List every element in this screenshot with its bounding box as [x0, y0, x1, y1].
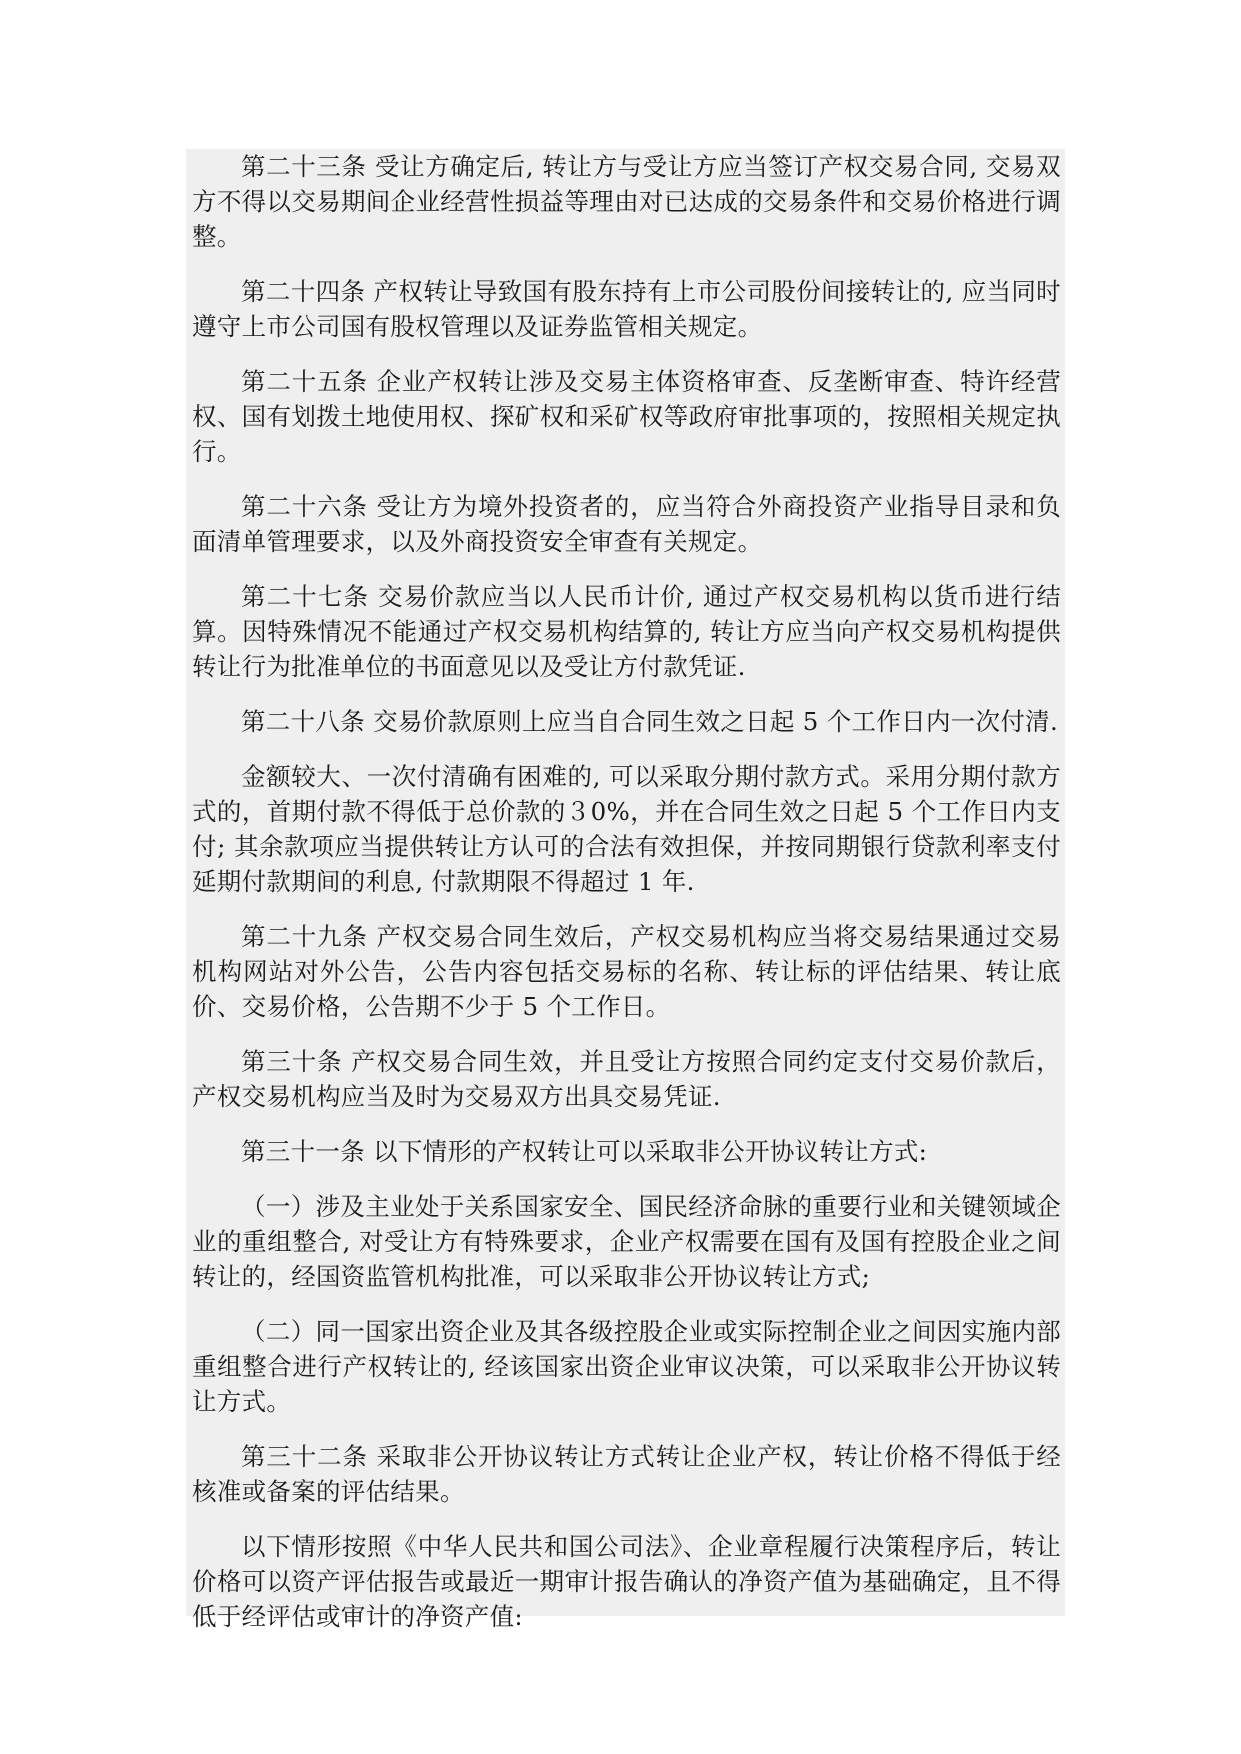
article-27-paragraph: 第二十七条 交易价款应当以人民币计价, 通过产权交易机构以货币进行结算。因特殊情况不能通过产权交易机构结算的, 转让方应当向产权交易机构提供转让行为批准单位的书面意见以及受让方付款凭证. — [192, 582, 1061, 681]
article-23-paragraph: 第二十三条 受让方确定后, 转让方与受让方应当签订产权交易合同, 交易双方不得以交易期间企业经营性损益等理由对已达成的交易条件和交易价格进行调整。 — [192, 152, 1061, 251]
article-28-continuation-paragraph: 金额较大、一次付清确有困难的, 可以采取分期付款方式。采用分期付款方式的，首期付款不得低于总价款的３0%，并在合同生效之日起 5 个工作日内支付; 其余款项应当提供转让方认可的合法有效担保，并按同期银行贷款利率支付延期付款期间的利息, 付款期限不得超过 1 年. — [192, 762, 1061, 896]
article-30-paragraph: 第三十条 产权交易合同生效，并且受让方按照合同约定支付交易价款后，产权交易机构应当及时为交易双方出具交易凭证. — [192, 1047, 1061, 1111]
article-31-item-1-paragraph: （一）涉及主业处于关系国家安全、国民经济命脉的重要行业和关键领域企业的重组整合, 对受让方有特殊要求，企业产权需要在国有及国有控股企业之间转让的，经国资监管机构批准，可以采取非公开协议转让方式; — [192, 1192, 1061, 1291]
article-32-paragraph: 第三十二条 采取非公开协议转让方式转让企业产权，转让价格不得低于经核准或备案的评估结果。 — [192, 1442, 1061, 1506]
document-page — [186, 149, 1065, 1631]
article-29-paragraph: 第二十九条 产权交易合同生效后，产权交易机构应当将交易结果通过交易机构网站对外公告，公告内容包括交易标的名称、转让标的评估结果、转让底价、交易价格，公告期不少于 5 个工作日。 — [192, 922, 1061, 1021]
article-26-paragraph: 第二十六条 受让方为境外投资者的，应当符合外商投资产业指导目录和负面清单管理要求，以及外商投资安全审查有关规定。 — [192, 492, 1061, 556]
article-25-paragraph: 第二十五条 企业产权转让涉及交易主体资格审查、反垄断审查、特许经营权、国有划拨土地使用权、探矿权和采矿权等政府审批事项的，按照相关规定执行。 — [192, 367, 1061, 466]
article-24-paragraph: 第二十四条 产权转让导致国有股东持有上市公司股份间接转让的, 应当同时遵守上市公司国有股权管理以及证券监管相关规定。 — [192, 277, 1061, 341]
article-32-continuation-paragraph: 以下情形按照《中华人民共和国公司法》、企业章程履行决策程序后，转让价格可以资产评估报告或最近一期审计报告确认的净资产值为基础确定，且不得低于经评估或审计的净资产值: — [192, 1532, 1061, 1631]
article-31-paragraph: 第三十一条 以下情形的产权转让可以采取非公开协议转让方式: — [241, 1137, 928, 1166]
article-31-item-2-paragraph: （二）同一国家出资企业及其各级控股企业或实际控制企业之间因实施内部重组整合进行产权转让的, 经该国家出资企业审议决策，可以采取非公开协议转让方式。 — [192, 1317, 1061, 1416]
article-28-paragraph: 第二十八条 交易价款原则上应当自合同生效之日起 5 个工作日内一次付清. — [241, 707, 1059, 736]
